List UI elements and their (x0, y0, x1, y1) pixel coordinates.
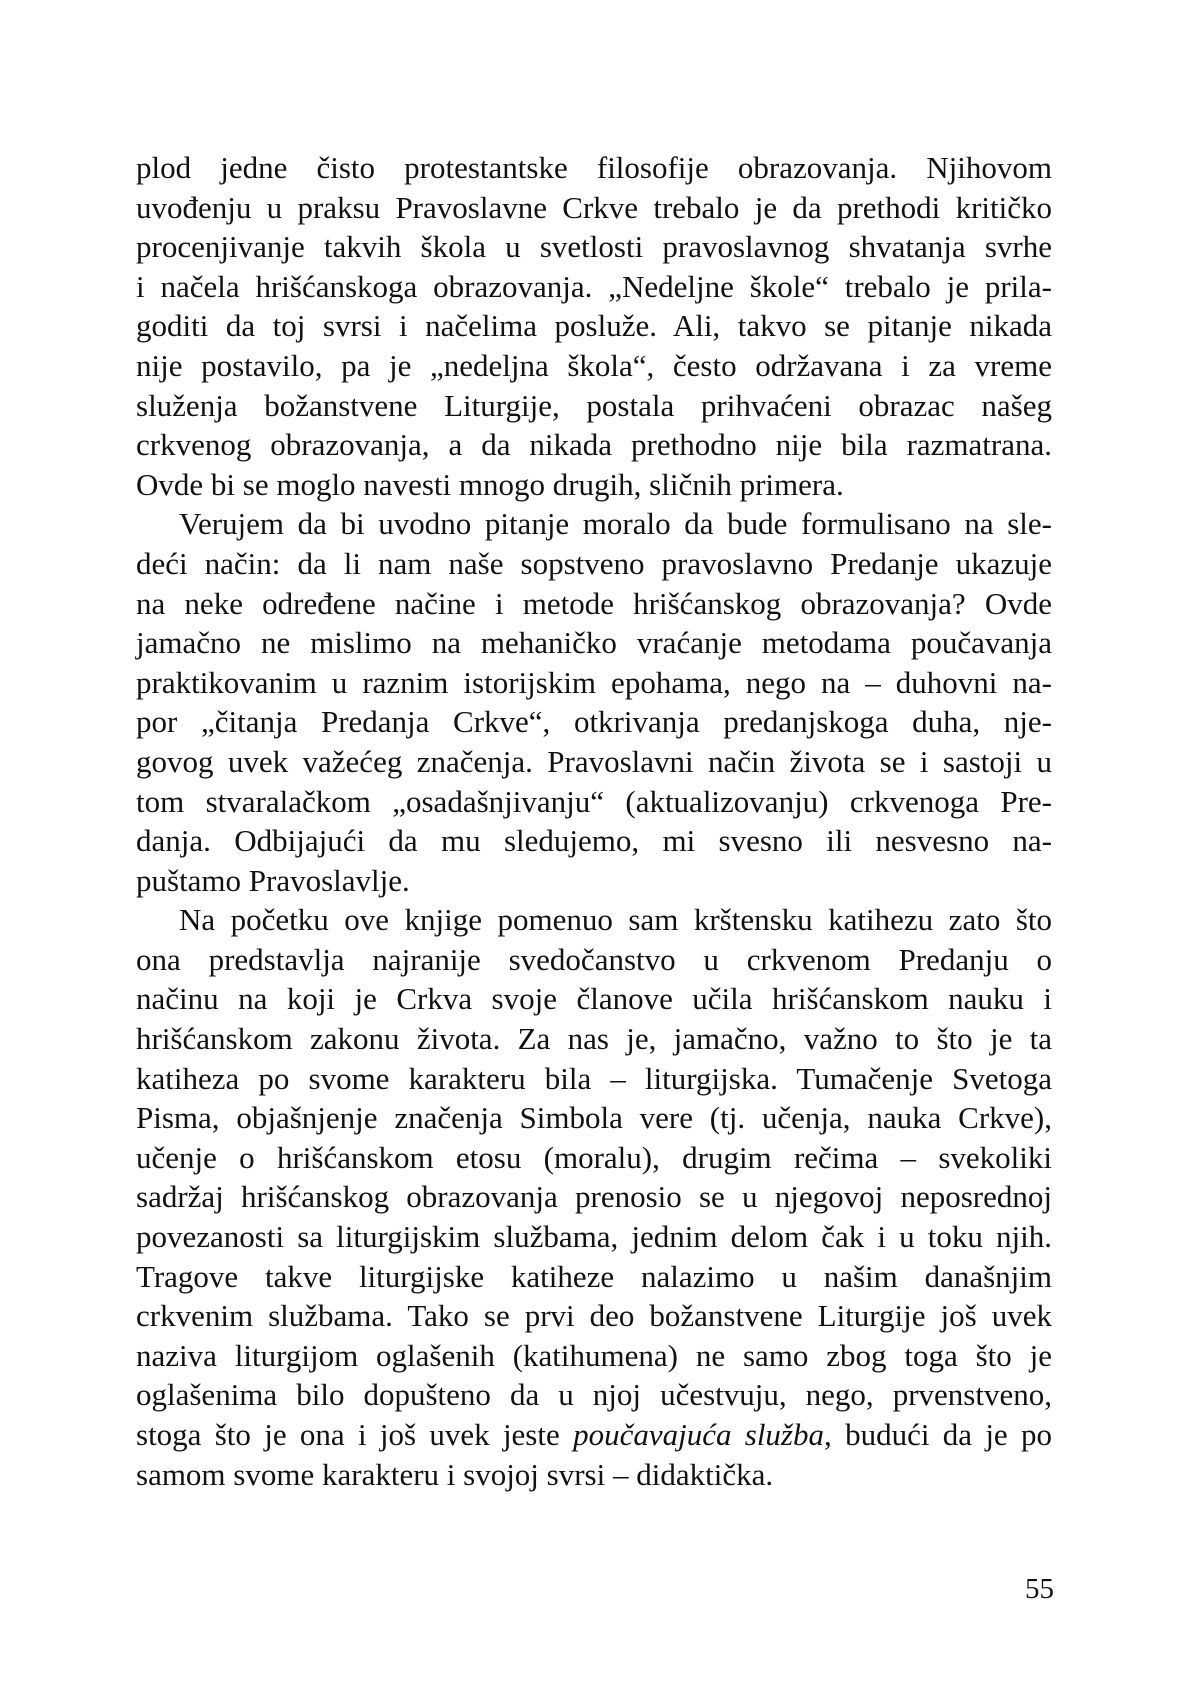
paragraph-2 (136, 504, 1052, 900)
text-line: sadržaj hrišćanskog obrazovanja prenosio se u njegovoj neposrednoj (136, 1179, 1052, 1215)
text-line: Na početku ove knjige pomenuo sam krštensku katihezu zato što (179, 902, 1052, 938)
line-segment: , budući da je po (824, 1417, 1052, 1452)
text-line: služenja božanstvene Liturgije, postala prihvaćeni obrazac našeg (136, 387, 1052, 423)
text-line: jamačno ne mislimo na mehaničko vraćanje metodama poučavanja (136, 625, 1052, 661)
paragraph-1 (136, 148, 1052, 504)
line-segment: stoga što je ona i još uvek jeste (136, 1417, 574, 1452)
text-line: i načela hrišćanskoga obrazovanja. „Nedeljne škole“ trebalo je prila- (136, 268, 1052, 304)
text-line: plod jedne čisto protestantske filosofije obrazovanja. Njihovom (136, 150, 1052, 185)
text-line: govog uvek važećeg značenja. Pravoslavni način života se i sastoji u (136, 743, 1052, 779)
text-line: praktikovanim u raznim istorijskim epohama, nego na – duhovni na- (136, 664, 1052, 700)
text-line: načinu na koji je Crkva svoje članove učila hrišćanskom nauku i (136, 981, 1052, 1017)
text-line: hrišćanskom zakonu života. Za nas je, jamačno, važno to što je ta (136, 1021, 1052, 1057)
text-line: oglašenima bilo dopušteno da u njoj učestvuju, nego, prvenstveno, (136, 1377, 1052, 1413)
page-number: 55 (1025, 1573, 1054, 1605)
text-line: povezanosti sa liturgijskim službama, jednim delom čak i u toku njih. (136, 1219, 1052, 1255)
text-line: puštamo Pravoslavlje. (136, 862, 410, 898)
text-line: Ovde bi se moglo navesti mnogo drugih, sličnih primera. (136, 466, 844, 502)
text-line: ona predstavlja najranije svedočanstvo u crkvenom Predanju o (136, 941, 1052, 977)
text-line: Verujem da bi uvodno pitanje moralo da bude formulisano na sle- (179, 506, 1052, 542)
text-line: naziva liturgijom oglašenih (katihumena) ne samo zbog toga što je (136, 1337, 1052, 1373)
text-line: uvođenju u praksu Pravoslavne Crkve trebalo je da prethodi kritičko (136, 189, 1052, 225)
text-line: samom svome karakteru i svojoj svrsi – didaktička. (136, 1456, 774, 1492)
text-line: crkvenog obrazovanja, a da nikada prethodno nije bila razmatrana. (136, 427, 1052, 463)
text-line: procenjivanje takvih škola u svetlosti pravoslavnog shvatanja svrhe (136, 229, 1052, 265)
text-line: na neke određene načine i metode hrišćanskog obrazovanja? Ovde (136, 585, 1052, 621)
paragraph-3 (136, 900, 1052, 1494)
text-line: por „čitanja Predanja Crkve“, otkrivanja predanjskoga duha, nje- (136, 704, 1052, 740)
text-line: učenje o hrišćanskom etosu (moralu), drugim rečima – svekoliki (136, 1139, 1052, 1175)
text-line: katiheza po svome karakteru bila – liturgijska. Tumačenje Svetoga (136, 1060, 1052, 1096)
text-line-with-emphasis (136, 1415, 1052, 1455)
text-line: nije postavilo, pa je „nedeljna škola“, često održavana i za vreme (136, 347, 1052, 383)
text-line: danja. Odbijajući da mu sledujemo, mi svesno ili nesvesno na- (136, 823, 1052, 859)
text-line: Tragove takve liturgijske katiheze nalazimo u našim današnjim (136, 1258, 1052, 1294)
text-line: tom stvaralačkom „osadašnjivanju“ (aktualizovanju) crkvenoga Pre- (136, 783, 1052, 819)
body-text (136, 148, 1052, 1494)
emphasized-phrase: poučavajuća služba (573, 1417, 825, 1452)
text-line: Pisma, objašnjenje značenja Simbola vere (tj. učenja, nauka Crkve), (136, 1100, 1052, 1136)
text-line: deći način: da li nam naše sopstveno pravoslavno Predanje ukazuje (136, 545, 1052, 581)
text-line: goditi da toj svrsi i načelima posluže. Ali, takvo se pitanje nikada (136, 308, 1052, 344)
text-line: crkvenim službama. Tako se prvi deo božanstvene Liturgije još uvek (136, 1298, 1052, 1334)
